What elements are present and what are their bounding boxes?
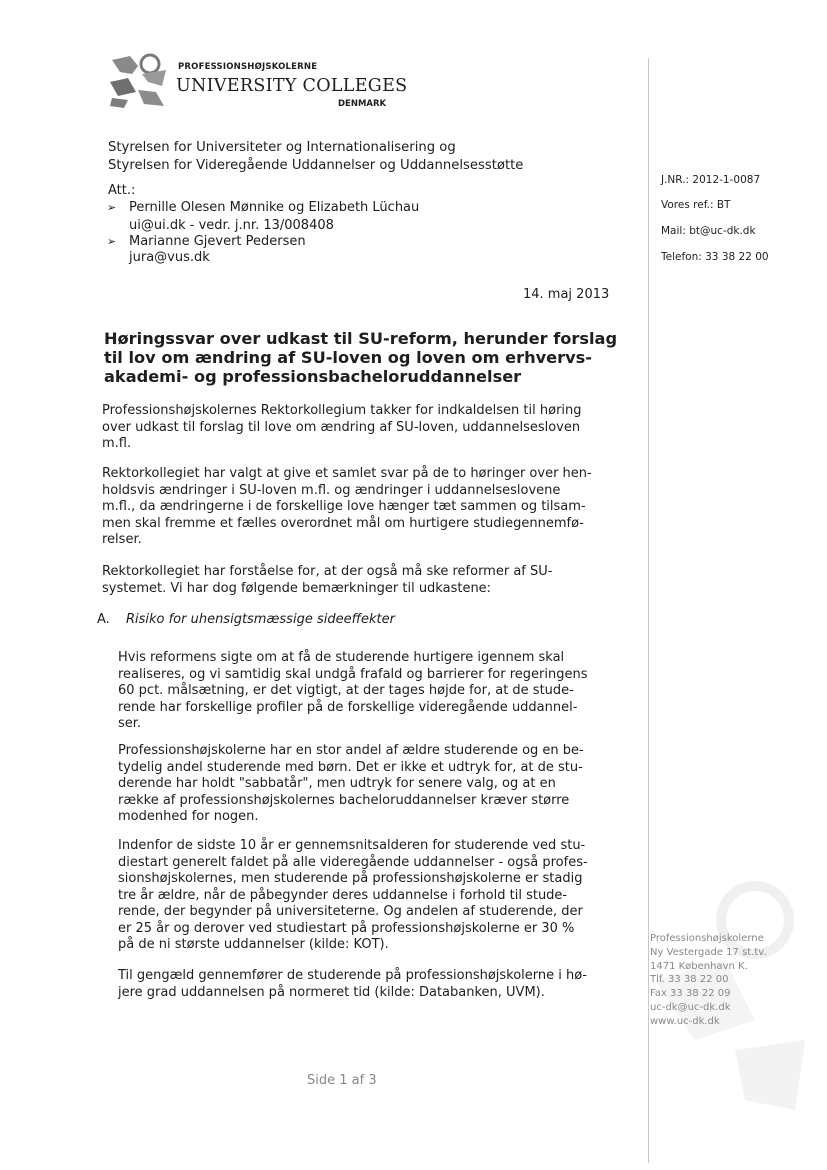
paragraph-combined-response [102,466,622,549]
journal-number: J.NR.: 2012-1-0087 [661,174,761,186]
paragraph-completion [118,968,618,1001]
logo-mark-icon [108,52,170,108]
address-line: www.uc-dk.dk [650,1015,720,1027]
att-name: Pernille Olesen Mønnike og Elizabeth Lüchau [129,200,420,215]
text-line: Hvis reformens sigte om at få de studerende hurtigere igennem skal [118,650,565,665]
bullet-arrow-icon: ➢ [107,235,117,248]
address-line: Ny Vestergade 17 st.tv. [650,946,767,958]
text-line: Rektorkollegiet har valgt at give et samlet svar på de to høringer over hen- [102,466,592,481]
recipient-block [108,139,523,175]
paragraph-older-students [118,743,618,826]
section-title: Risiko for uhensigtsmæssige sideeffekter [125,612,395,627]
sidebar-phone: Telefon: 33 38 22 00 [661,251,769,263]
att-contact: ui@ui.dk - vedr. j.nr. 13/008408 [129,218,334,233]
text-line: Rektorkollegiet har forståelse for, at der også må ske reformer af SU- [102,564,553,579]
text-line: holdsvis ændringer i SU-loven m.fl. og ændringer i uddannelseslovene [102,482,561,498]
text-line: men skal fremme et fælles overordnet mål om hurtigere studiegennemfø- [102,515,584,531]
att-name: Marianne Gjevert Pedersen [129,234,306,249]
text-line: derende har holdt "sabbatår", men udtryk for senere valg, og at en [118,776,556,791]
text-line: på de ni største uddannelser (kilde: KOT). [118,937,389,952]
text-line: Indenfor de sidste 10 år er gennemsnitsalderen for studerende ved stu- [118,838,586,853]
text-line: 60 pct. målsætning, er det vigtigt, at der tages højde for, at de stude- [118,683,574,698]
text-line: rende, der begynder på universiteterne. Og andelen af studerende, der [118,904,583,919]
page-number: Side 1 af 3 [307,1073,377,1088]
text-line: m.fl., da ændringerne i de forskellige love hænger tæt sammen og tilsam- [102,499,586,514]
bullet-arrow-icon: ➢ [107,201,117,214]
paragraph-reform-aim [118,650,618,733]
address-line: Tlf. 33 38 22 00 [650,974,729,986]
att-item-2 [107,234,306,249]
text-line: tre år ældre, når de påbegynder deres uddannelse i forhold til stude- [118,887,568,903]
title-line: til lov om ændring af SU-loven og loven om erhvervs- [104,348,593,367]
text-line: Til gengæld gennemfører de studerende på professionshøjskolerne i hø- [118,968,587,983]
text-line: rende har forskellige profiler på de forskellige videregående uddannel- [118,699,578,715]
text-line: over udkast til forslag til love om ændring af SU-loven, uddannelsesloven [102,419,581,435]
paragraph-average-age [118,838,618,954]
text-line: relser. [102,532,142,547]
text-line: ser. [118,716,142,731]
text-line: systemet. Vi har dog følgende bemærkninger til udkastene: [102,580,492,596]
address-line: Professionshøjskolerne [650,933,764,944]
recipient-line: Styrelsen for Universiteter og Internationalisering og [108,140,456,155]
text-line: m.fl. [102,436,132,451]
footer-address [650,932,767,1029]
address-line: Fax 33 38 22 09 [650,988,731,1000]
att-item-1 [107,200,420,215]
paragraph-understanding [102,564,622,597]
text-line: jere grad uddannelsen på normeret tid (kilde: Databanken, UVM). [118,984,545,1000]
text-line: realiseres, og vi samtidig skal undgå frafald og barrierer for regeringens [118,666,588,682]
logo-line-denmark: DENMARK [338,99,387,109]
text-line: modenhed for nogen. [118,809,259,824]
text-line: sionshøjskolernes, men studerende på professionshøjskolerne er stadig [118,871,583,886]
text-line: Professionshøjskolerne har en stor andel af ældre studerende og en be- [118,743,584,758]
text-line: række af professionshøjskolernes bacheloruddannelser kræver større [118,792,570,808]
letter-date: 14. maj 2013 [523,287,610,302]
paragraph-intro [102,403,622,453]
text-line: diestart generelt faldet på alle videregående uddannelser - også profes- [118,854,588,870]
text-line: tydelig andel studerende med børn. Det er ikke et udtryk for, at de stu- [118,759,583,775]
our-reference: Vores ref.: BT [661,199,731,211]
att-contact: jura@vus.dk [129,250,210,265]
section-letter: A. [97,612,110,627]
att-label: Att.: [108,183,136,198]
document-title [104,329,624,386]
address-line: uc-dk@uc-dk.dk [650,1001,731,1013]
recipient-line: Styrelsen for Videregående Uddannelser og Uddannelsesstøtte [108,158,524,173]
address-line: 1471 København K. [650,960,748,972]
section-heading-a [97,612,395,627]
sidebar-mail: Mail: bt@uc-dk.dk [661,225,756,237]
logo-line-university-colleges: UNIVERSITY COLLEGES [176,76,408,96]
logo-line-professionshojskolerne: PROFESSIONSHØJSKOLERNE [178,62,318,72]
title-line: Høringssvar over udkast til SU-reform, herunder forslag [104,329,618,348]
text-line: Professionshøjskolernes Rektorkollegium takker for indkaldelsen til høring [102,403,582,418]
title-line: akademi- og professionsbacheloruddannelser [104,367,522,386]
text-line: er 25 år og derover ved studiestart på professionshøjskolerne er 30 % [118,920,575,936]
